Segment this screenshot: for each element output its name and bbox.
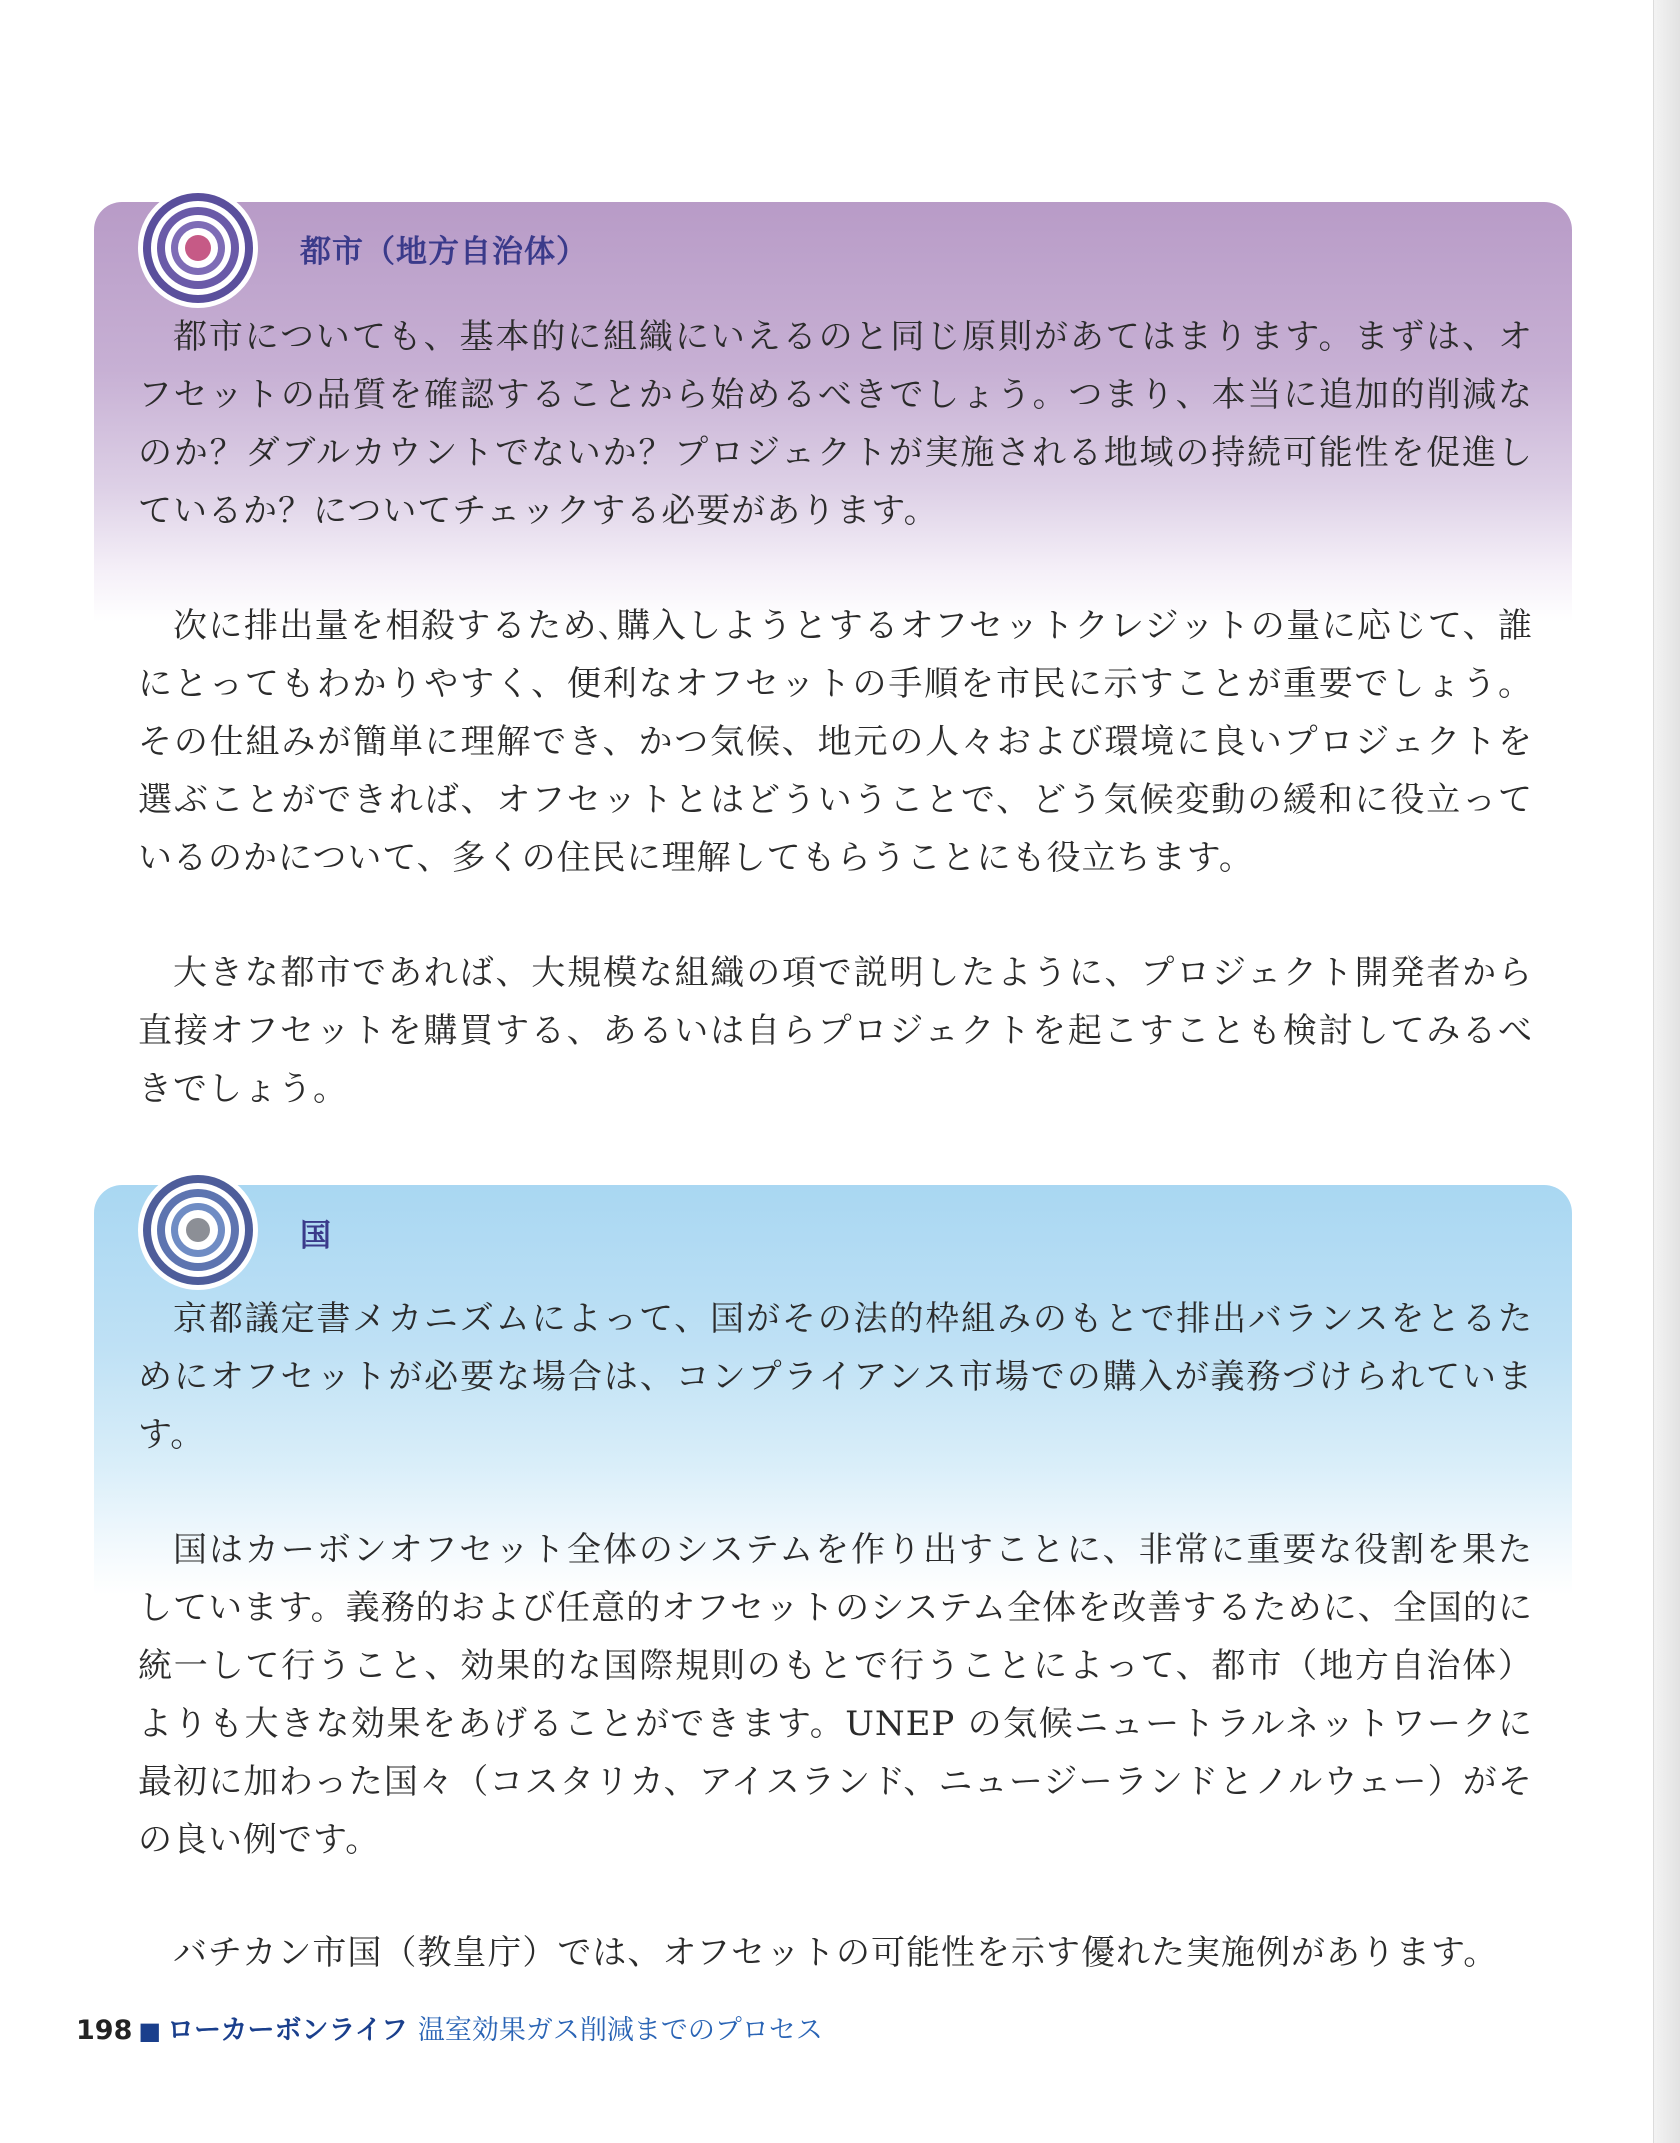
concentric-circles-purple-icon [136, 186, 260, 310]
city-paragraph-2: 次に排出量を相殺するため､購入しようとするオフセットクレジットの量に応じて、誰にとってもわかりやすく、便利なオフセットの手順を市民に示すことが重要でしょう。その仕組みが簡単に理解でき、かつ気候、地元の人々および環境に良いプロジェクトを選ぶことができれば、オフセットとはどういうことで、どう気候変動の緩和に役立っているのかについて、多くの住民に理解してもらうことにも役立ちます。 [138, 606, 1533, 878]
country-section-heading: 国 [300, 1218, 332, 1254]
book-title: ローカーボンライフ [167, 2015, 408, 2046]
country-paragraph-3: バチカン市国（教皇庁）では、オフセットの可能性を示す優れた実施例があります。 [173, 1933, 1499, 1973]
concentric-circles-blue-icon [136, 1168, 260, 1292]
page-footer [76, 2008, 823, 2047]
city-section-heading: 都市（地方自治体） [300, 234, 588, 270]
footer-square-icon: ■ [138, 2017, 162, 2045]
country-paragraph-2: 国はカーボンオフセット全体のシステムを作り出すことに、非常に重要な役割を果たしています。義務的および任意的オフセットのシステム全体を改善するために、全国的に統一して行うこと、効果的な国際規則のもとで行うことによって、都市（地方自治体）よりも大きな効果をあげることができます。UNEP の気候ニュートラルネットワークに最初に加わった国々（コスタリカ、アイスランド、ニュージーランドとノルウェー）がその良い例です。 [138, 1530, 1533, 1860]
city-paragraph-3: 大きな都市であれば、大規模な組織の項で説明したように、プロジェクト開発者から直接オフセットを購買する、あるいは自らプロジェクトを起こすことも検討してみるべきでしょう。 [138, 953, 1533, 1109]
country-paragraph-1: 京都議定書メカニズムによって、国がその法的枠組みのもとで排出バランスをとるためにオフセットが必要な場合は、コンプライアンス市場での購入が義務づけられています。 [138, 1299, 1533, 1455]
book-subtitle: 温室効果ガス削減までのプロセス [417, 2015, 823, 2046]
page-number: 198 [76, 2015, 133, 2046]
page-edge [1653, 0, 1680, 2143]
city-paragraph-1: 都市についても、基本的に組織にいえるのと同じ原則があてはまります。まずは、オフセットの品質を確認することから始めるべきでしょう。つまり、本当に追加的削減なのか？ダブルカウントでないか？プロジェクトが実施される地域の持続可能性を促進しているか？についてチェックする必要があります。 [138, 317, 1533, 531]
